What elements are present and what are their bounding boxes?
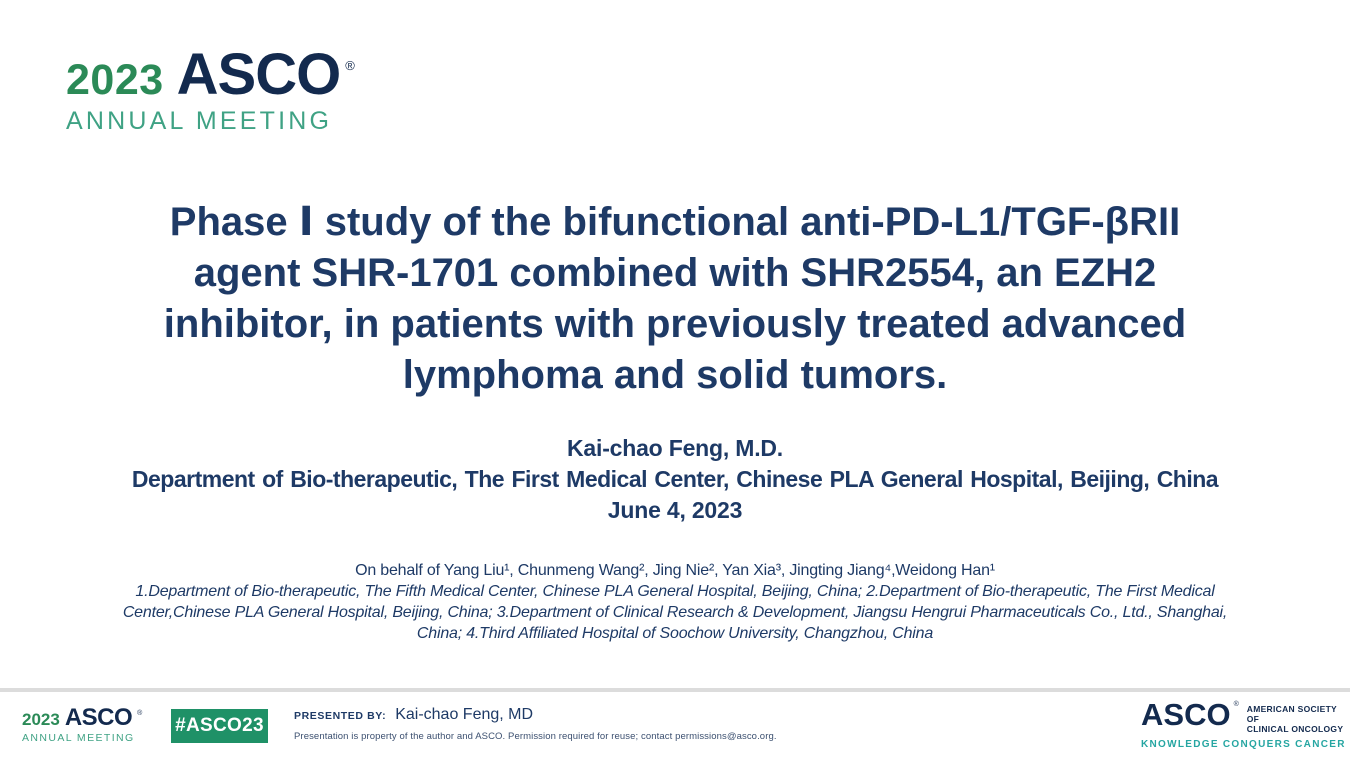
affiliations-line-3: China; 4.Third Affiliated Hospital of Soochow University, Changzhou, China xyxy=(416,625,934,642)
title-line-3: inhibitor, in patients with previously treated advanced xyxy=(163,302,1187,346)
presented-by-label: PRESENTED BY: xyxy=(294,710,387,722)
footer-logo-asco-wordmark: ASCO xyxy=(64,704,133,731)
asco-society-name-line-2: CLINICAL ONCOLOGY xyxy=(1246,724,1344,734)
hashtag-badge: #ASCO23 xyxy=(171,709,268,743)
title-line-4: lymphoma and solid tumors. xyxy=(402,353,948,397)
asco-society-wordmark: ASCO xyxy=(1141,697,1231,732)
presenter-block xyxy=(0,433,1350,526)
footer-asco-annual-meeting-logo xyxy=(22,704,142,744)
asco-annual-meeting-logo xyxy=(66,42,363,136)
presenter-affiliation: Department of Bio-therapeutic, The First Medical Center, Chinese PLA General Hospital, Beijing, China xyxy=(131,466,1219,492)
coauthors-line: On behalf of Yang Liu¹, Chunmeng Wang², Jing Nie², Yan Xia³, Jingting Jiang⁴,Weidong Han¹ xyxy=(355,562,995,579)
slide-title xyxy=(0,197,1350,401)
affiliations-line-2: Center,Chinese PLA General Hospital, Beijing, China; 3.Department of Clinical Research & Development, Jiangsu Hengrui Pharmaceuticals Co., Ltd., Shanghai, xyxy=(122,604,1228,621)
footer-divider xyxy=(0,688,1350,692)
logo-year: 2023 xyxy=(66,56,164,104)
affiliations-line-1: 1.Department of Bio-therapeutic, The Fifth Medical Center, Chinese PLA General Hospital, Beijing, China; 2.Department of Bio-therapeutic, The First Medical xyxy=(135,583,1215,600)
presentation-date: June 4, 2023 xyxy=(607,497,743,523)
asco-society-name xyxy=(1247,704,1350,734)
authors-block xyxy=(0,560,1350,644)
presented-by-block xyxy=(294,706,533,724)
presented-by-name: Kai-chao Feng, MD xyxy=(395,706,534,723)
logo-top-row xyxy=(66,42,363,107)
asco-society-logo-top xyxy=(1141,697,1350,734)
asco-tagline: KNOWLEDGE CONQUERS CANCER xyxy=(1141,739,1346,750)
title-line-2: agent SHR-1701 combined with SHR2554, an EZH2 xyxy=(193,251,1157,295)
title-line-1: Phase Ⅰ study of the bifunctional anti-PD-L1/TGF-βRII xyxy=(169,200,1181,244)
asco-society-name-line-1: AMERICAN SOCIETY OF xyxy=(1246,704,1337,724)
presenter-name: Kai-chao Feng, M.D. xyxy=(567,435,783,461)
footer-logo-year: 2023 xyxy=(22,710,60,729)
registered-trademark-icon: ® xyxy=(345,58,355,73)
footer-logo-subtitle: ANNUAL MEETING xyxy=(22,732,135,744)
footer-registered-trademark-icon: ® xyxy=(137,710,143,717)
footer-logo-top-row xyxy=(22,704,142,732)
asco-society-registered-icon: ® xyxy=(1233,701,1239,708)
copyright-disclaimer: Presentation is property of the author and ASCO. Permission required for reuse; contact permissions@asco.org. xyxy=(294,731,777,742)
logo-asco-wordmark: ASCO xyxy=(176,42,341,107)
logo-subtitle: ANNUAL MEETING xyxy=(66,107,333,135)
asco-society-logo xyxy=(1141,697,1350,750)
